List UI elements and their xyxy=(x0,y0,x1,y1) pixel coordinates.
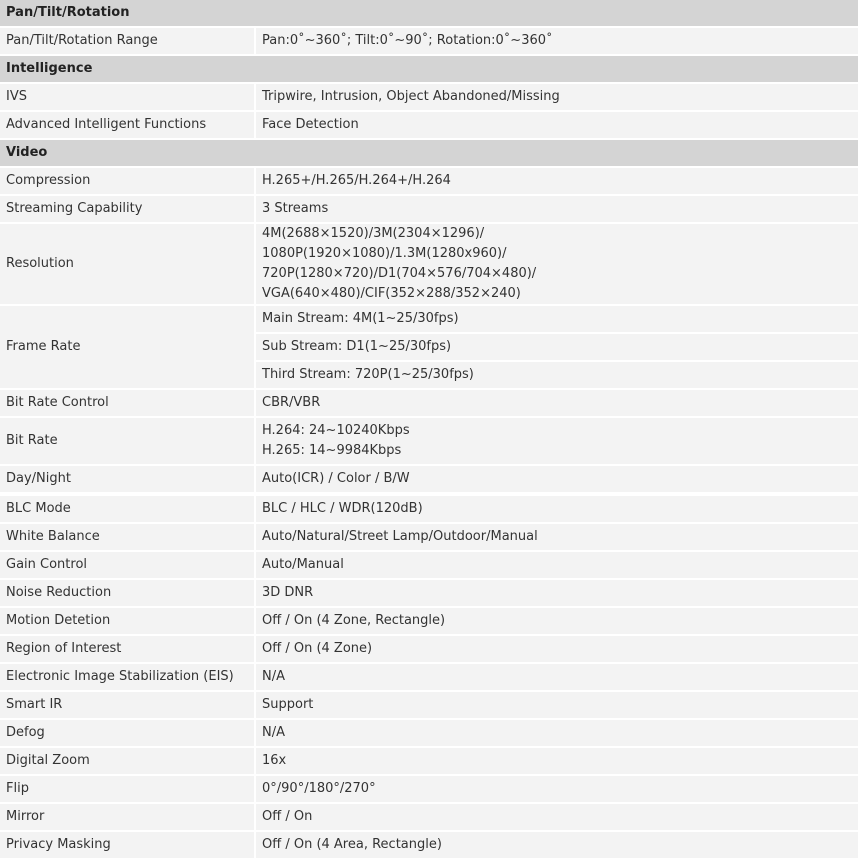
spec-label: Resolution xyxy=(0,224,256,304)
spec-label: Privacy Masking xyxy=(0,832,256,858)
spec-value: CBR/VBR xyxy=(256,390,858,416)
spec-label: Day/Night xyxy=(0,466,256,492)
spec-row-frame-rate xyxy=(0,306,858,332)
spec-value: Support xyxy=(256,692,858,718)
spec-row-gain-control xyxy=(0,552,858,578)
section-header xyxy=(0,140,858,166)
spec-value: 3 Streams xyxy=(256,196,858,222)
spec-value: 0°/90°/180°/270° xyxy=(256,776,858,802)
spec-label: Compression xyxy=(0,168,256,194)
spec-value-line: VGA(640×480)/CIF(352×288/352×240) xyxy=(262,286,521,301)
section-title-video: Video xyxy=(0,140,858,166)
spec-value-line: H.265: 14~9984Kbps xyxy=(262,443,402,458)
spec-label: Frame Rate xyxy=(0,306,256,388)
spec-value: 16x xyxy=(256,748,858,774)
spec-value: Off / On (4 Area, Rectangle) xyxy=(256,832,858,858)
spec-value: Auto/Manual xyxy=(256,552,858,578)
spec-value xyxy=(256,418,858,464)
spec-row-streaming xyxy=(0,196,858,222)
spec-value: Main Stream: 4M(1~25/30fps) xyxy=(256,306,858,332)
spec-value: 3D DNR xyxy=(256,580,858,606)
spec-row-bit-rate xyxy=(0,418,858,464)
spec-label: Bit Rate xyxy=(0,418,256,464)
spec-row-resolution xyxy=(0,224,858,304)
spec-row-privacy-masking xyxy=(0,832,858,858)
spec-row-advanced-intelligent xyxy=(0,112,858,138)
section-title-pan-tilt-rotation: Pan/Tilt/Rotation xyxy=(0,0,858,26)
spec-value: Face Detection xyxy=(256,112,858,138)
spec-value: Tripwire, Intrusion, Object Abandoned/Missing xyxy=(256,84,858,110)
spec-label: Electronic Image Stabilization (EIS) xyxy=(0,664,256,690)
spec-label: Region of Interest xyxy=(0,636,256,662)
spec-label: Smart IR xyxy=(0,692,256,718)
spec-row-eis xyxy=(0,664,858,690)
spec-row-ivs xyxy=(0,84,858,110)
spec-label: Bit Rate Control xyxy=(0,390,256,416)
spec-value-line: 720P(1280×720)/D1(704×576/704×480)/ xyxy=(262,266,537,281)
spec-row-blc xyxy=(0,496,858,522)
spec-label: IVS xyxy=(0,84,256,110)
spec-row-mirror xyxy=(0,804,858,830)
spec-value: Third Stream: 720P(1~25/30fps) xyxy=(256,362,858,388)
spec-value: H.265+/H.265/H.264+/H.264 xyxy=(256,168,858,194)
spec-row-day-night xyxy=(0,466,858,492)
spec-row-motion-detection xyxy=(0,608,858,634)
spec-label: Advanced Intelligent Functions xyxy=(0,112,256,138)
spec-row-ptr-range xyxy=(0,28,858,54)
spec-row-region-of-interest xyxy=(0,636,858,662)
spec-label: Flip xyxy=(0,776,256,802)
spec-label: Motion Detetion xyxy=(0,608,256,634)
spec-row-compression xyxy=(0,168,858,194)
spec-value: Sub Stream: D1(1~25/30fps) xyxy=(256,334,858,360)
spec-row-bit-rate-control xyxy=(0,390,858,416)
spec-value-line: 4M(2688×1520)/3M(2304×1296)/ xyxy=(262,226,485,241)
spec-label: Noise Reduction xyxy=(0,580,256,606)
spec-value xyxy=(256,224,858,304)
spec-value: Off / On (4 Zone) xyxy=(256,636,858,662)
spec-value: BLC / HLC / WDR(120dB) xyxy=(256,496,858,522)
spec-value: Auto/Natural/Street Lamp/Outdoor/Manual xyxy=(256,524,858,550)
spec-row-digital-zoom xyxy=(0,748,858,774)
spec-row-white-balance xyxy=(0,524,858,550)
spec-label: Streaming Capability xyxy=(0,196,256,222)
spec-row-defog xyxy=(0,720,858,746)
spec-value: Off / On xyxy=(256,804,858,830)
section-header xyxy=(0,56,858,82)
spec-label: Defog xyxy=(0,720,256,746)
spec-value: Pan:0˚~360˚; Tilt:0˚~90˚; Rotation:0˚~360˚ xyxy=(256,28,858,54)
spec-value: N/A xyxy=(256,720,858,746)
spec-value: N/A xyxy=(256,664,858,690)
spec-label: Digital Zoom xyxy=(0,748,256,774)
spec-value: Auto(ICR) / Color / B/W xyxy=(256,466,858,492)
spec-value-line: H.264: 24~10240Kbps xyxy=(262,423,410,438)
spec-label: White Balance xyxy=(0,524,256,550)
section-header xyxy=(0,0,858,26)
spec-label: Mirror xyxy=(0,804,256,830)
spec-row-smart-ir xyxy=(0,692,858,718)
spec-row-noise-reduction xyxy=(0,580,858,606)
spec-value: Off / On (4 Zone, Rectangle) xyxy=(256,608,858,634)
spec-label: Pan/Tilt/Rotation Range xyxy=(0,28,256,54)
spec-row-flip xyxy=(0,776,858,802)
spec-label: Gain Control xyxy=(0,552,256,578)
section-title-intelligence: Intelligence xyxy=(0,56,858,82)
spec-label: BLC Mode xyxy=(0,496,256,522)
spec-value-line: 1080P(1920×1080)/1.3M(1280x960)/ xyxy=(262,246,507,261)
